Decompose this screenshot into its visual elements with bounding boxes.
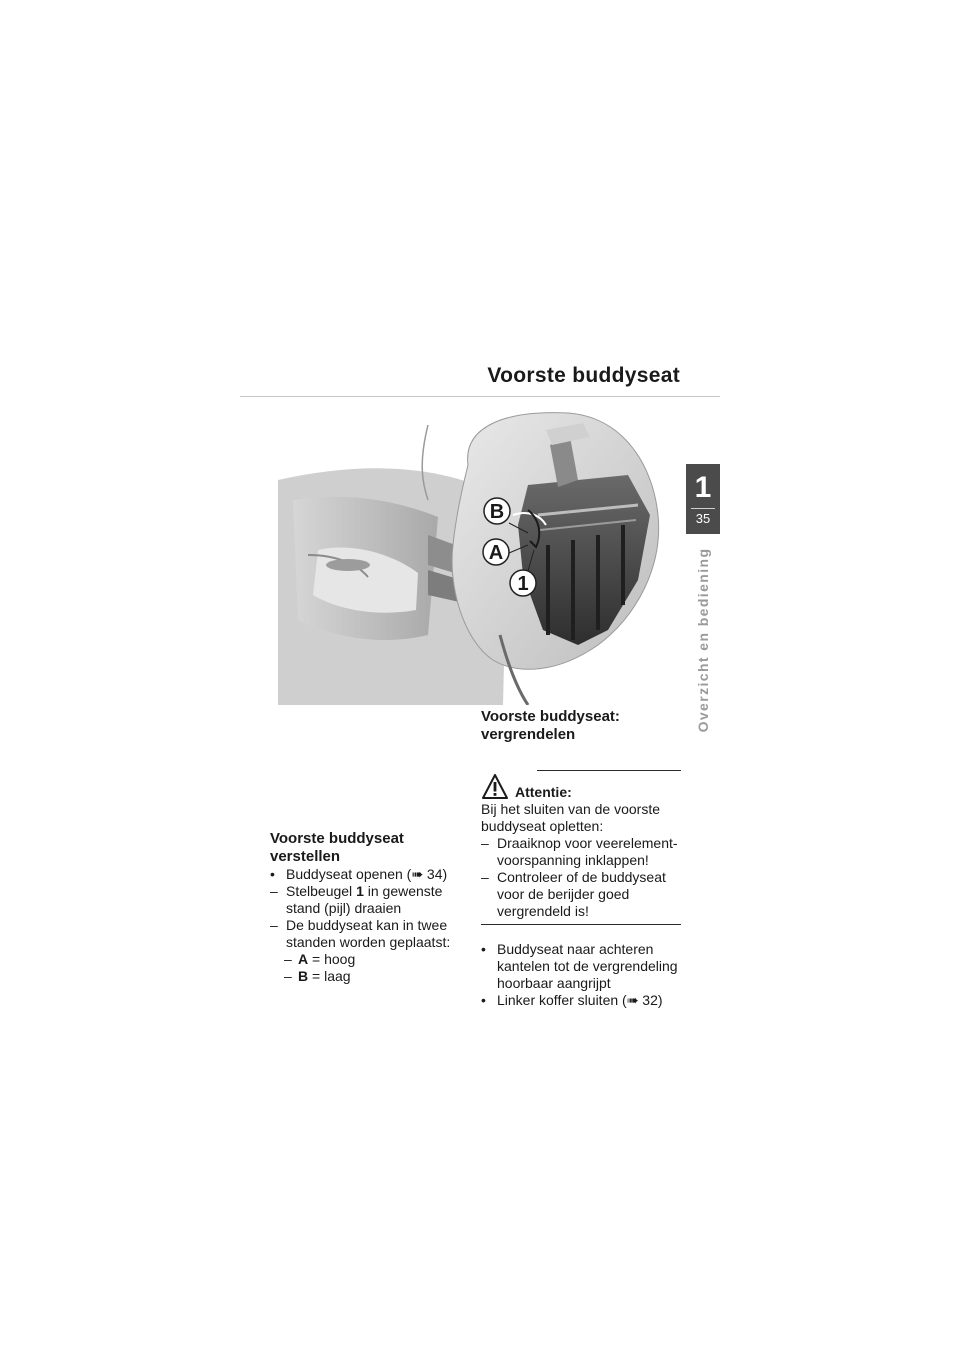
chapter-number: 1 [694,471,712,504]
callout-b-label: B [489,501,505,523]
side-section-label-text: Overzicht en bediening [695,547,711,733]
list-item: • Buddyseat openen (➠ 34) [270,866,448,882]
left-section [270,830,470,985]
list-item: – Controleer of de buddyseat voor de berijder goed vergrendeld is! [481,869,666,919]
section-heading-verstellen: Voorste buddyseat verstellen [270,830,404,865]
chapter-tab [686,464,720,534]
list-item: • Linker koffer sluiten (➠ 32) [481,992,663,1008]
right-section [481,708,681,1009]
callout-1 [510,570,536,596]
warning-icon [481,773,509,801]
callout-a [483,539,509,565]
list-item: – B = laag [284,968,351,984]
warning-title: Attentie: [515,784,572,800]
page-number: 35 [695,511,711,526]
list-item: – A = hoog [284,951,356,967]
title-rule [240,396,720,397]
section-heading-vergrendelen: Voorste buddyseat: vergrendelen [481,708,620,743]
list-item: – Draaiknop voor veerelement-voorspanning inklappen! [481,835,678,868]
buddyseat-illustration [278,405,680,705]
callout-1-label: 1 [517,573,529,595]
callout-b [484,498,510,524]
page-title: Voorste buddyseat [487,364,680,387]
callout-a-label: A [488,542,504,564]
warning-bottom-rule [481,924,681,925]
warning-intro: Bij het sluiten van de voorste buddyseat opletten: [481,801,660,834]
list-item: – Stelbeugel 1 in gewenste stand (pijl) draaien [270,883,443,916]
warning-top-rule [537,770,681,771]
list-item: • Buddyseat naar achteren kantelen tot de vergrendeling hoorbaar aangrijpt [481,941,678,991]
warning-header [481,777,681,801]
list-item: – De buddyseat kan in twee standen worden geplaatst: [270,917,451,950]
